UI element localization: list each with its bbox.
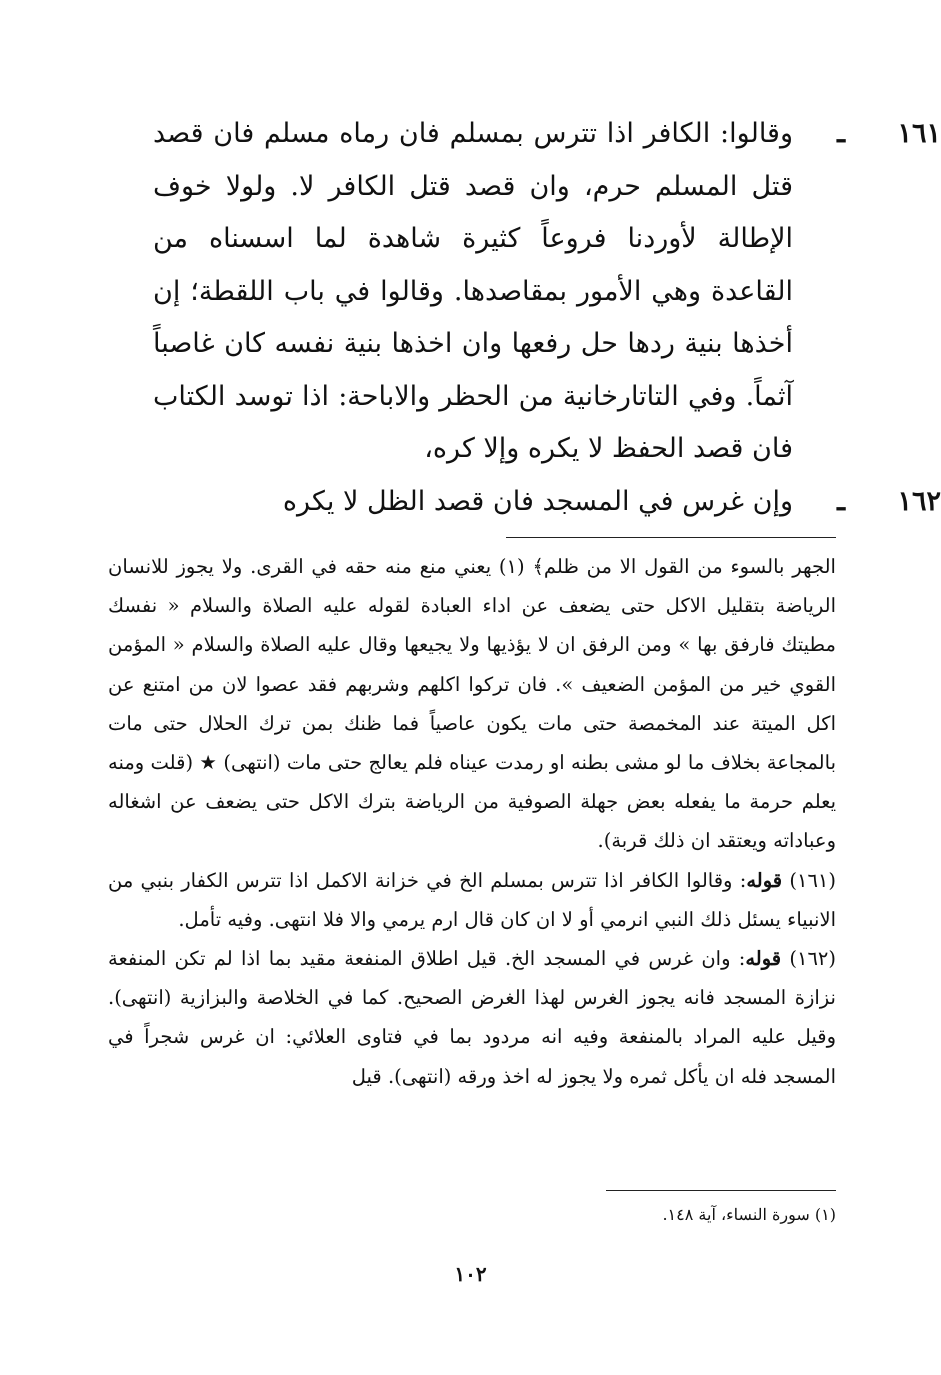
commentary-divider <box>506 537 836 538</box>
commentary <box>108 547 836 1096</box>
footnote: (١) سورة النساء، آية ١٤٨. <box>662 1205 836 1224</box>
main-text <box>153 108 941 528</box>
entry-161 <box>153 108 941 476</box>
commentary-text: : وقالوا الكافر اذا تترس بمسلم الخ في خزانة الاكمل اذا تترس الكفار بنبي من الانبياء يسئل ذلك النبي انرمي أو لا ان كان قال ارم يرمي والا فلا انتهى. وفيه تأمل. <box>108 868 836 931</box>
footnote-divider <box>606 1190 836 1191</box>
commentary-ref-number: (١٦١) <box>789 868 837 892</box>
entry-number: ١٦٢ <box>897 485 941 517</box>
page-number: ١٠٢ <box>454 1262 487 1286</box>
commentary-paragraph-161 <box>108 861 836 939</box>
entry-dash: ـ <box>837 485 845 517</box>
commentary-text: : وان غرس في المسجد الخ. قيل اطلاق المنفعة مقيد بما اذا لم تكن المنفعة نزازة المسجد فانه يجوز الغرس لهذا الغرض الصحيح. كما في الخلاصة والبزازية (انتهى). وقيل عليه المراد بالمنفعة وفيه انه مردود بما في فتاوى العلائي: ان غرس شجراً في المسجد فله ان يأكل ثمره ولا يجوز له اخذ ورقه (انتهى). قيل <box>108 947 836 1088</box>
entry-text: وقالوا: الكافر اذا تترس بمسلم فان رماه مسلم فان قصد قتل المسلم حرم، وان قصد قتل الكافر لا. ولولا خوف الإطالة لأوردنا فروعاً كثيرة شاهدة لما اسسناه من القاعدة وهي الأمور بمقاصدها. وقالوا في باب اللقطة؛ إن أخذها بنية ردها حل رفعها وان اخذها بنية نفسه كان غاصباً آثماً. وفي التاتارخانية من الحظر والاباحة: اذا توسد الكتاب فان قصد الحفظ لا يكره وإلا كره، <box>153 118 793 464</box>
commentary-qawl: قوله <box>746 868 783 892</box>
entry-number: ١٦١ <box>897 118 941 149</box>
entry-162 <box>153 476 941 529</box>
commentary-paragraph: الجهر بالسوء من القول الا من ظلم﴾ (١) يعني منع منه حقه في القرى. ولا يجوز للانسان الرياضة بتقليل الاكل حتى يضعف عن اداء العبادة لقوله عليه الصلاة والسلام « نفسك مطيتك فارفق بها » ومن الرفق ان لا يؤذيها ولا يجيعها وقال عليه الصلاة والسلام « المؤمن القوي خير من المؤمن الضعيف ». فان تركوا اكلهم وشربهم فقد عصوا لان من امتنع عن اكل الميتة عند المخمصة حتى مات يكون عاصياً فما ظنك بمن ترك الحلال حتى مات بالمجاعة بخلاف ما لو مشى بطنه او رمدت عيناه فلم يعالج حتى مات (انتهى) ★ (قلت ومنه يعلم حرمة ما يفعله بعض جهلة الصوفية من الرياضة بترك الاكل حتى يضعف عن اشغاله وعباداته ويعتقد ان ذلك قربة). <box>108 555 836 853</box>
commentary-ref-number: (١٦٢) <box>789 947 837 971</box>
entry-text: وإن غرس في المسجد فان قصد الظل لا يكره <box>282 485 793 517</box>
commentary-qawl: قوله <box>745 947 782 971</box>
commentary-paragraph-162 <box>108 939 836 1096</box>
entry-dash: ـ <box>837 118 845 149</box>
